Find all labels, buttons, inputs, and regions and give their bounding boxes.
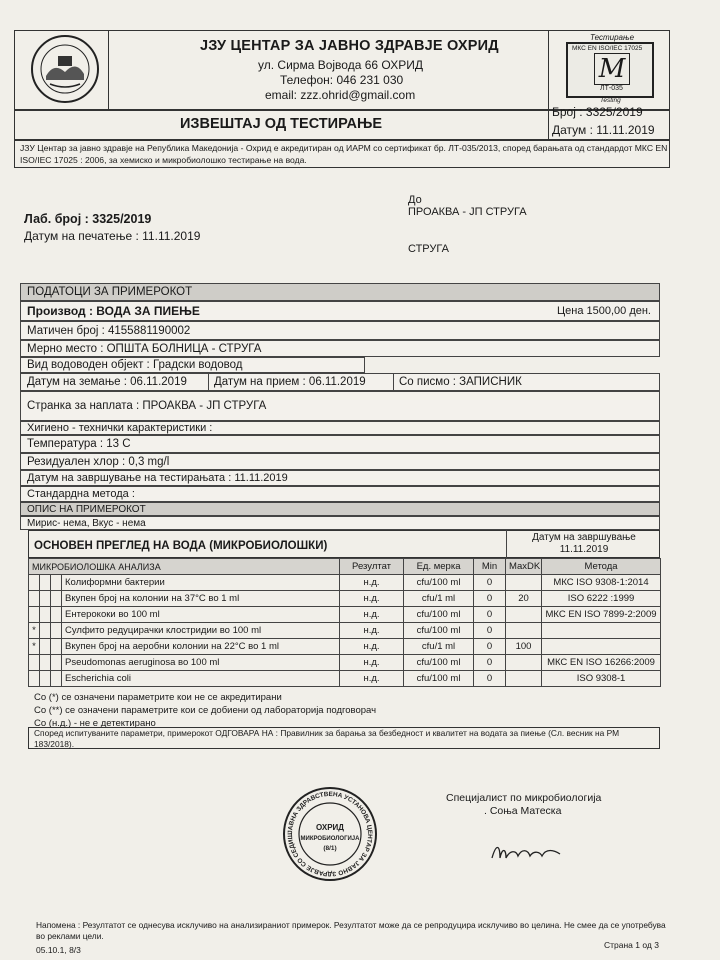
micro-end-date: 11.11.2019 — [559, 544, 609, 555]
col-max: MaxDK — [506, 559, 542, 575]
row-max — [506, 607, 542, 623]
row-min: 0 — [474, 671, 506, 687]
col-unit: Ед. мерка — [404, 559, 474, 575]
table-row — [29, 591, 661, 607]
micro-table — [28, 558, 661, 687]
stamp-city: ОХРИД — [315, 823, 345, 832]
row-max: 100 — [506, 639, 542, 655]
accreditation-mark — [560, 33, 660, 107]
row-result: н.д. — [340, 575, 404, 591]
stamp-code: (8/1) — [323, 845, 337, 852]
row-min: 0 — [474, 655, 506, 671]
row-method: МКС EN ISO 7899-2:2009 — [542, 607, 661, 623]
row-name: Pseudomonas aeruginosa во 100 ml — [62, 655, 340, 671]
micro-table-header — [29, 559, 661, 575]
col-min: Min — [474, 559, 506, 575]
row-name: Ентерококи во 100 ml — [62, 607, 340, 623]
row-mark: * — [29, 623, 40, 639]
recipient-to: До — [408, 194, 422, 206]
row-max: 20 — [506, 591, 542, 607]
row-result: н.д. — [340, 623, 404, 639]
sample-section-header: ПОДАТОЦИ ЗА ПРИМЕРОКОТ — [20, 283, 660, 301]
signature-role: Специјалист по микробиологија — [446, 792, 602, 804]
row-unit: cfu/1 ml — [404, 639, 474, 655]
product-label: Производ : ВОДА ЗА ПИЕЊЕ — [27, 304, 200, 318]
row-min: 0 — [474, 575, 506, 591]
col-analysis: МИКРОБИОЛОШКА АНАЛИЗА — [29, 559, 340, 575]
footer-page: Страна 1 од 3 — [604, 940, 659, 950]
row-unit: cfu/100 ml — [404, 671, 474, 687]
row-method: МКС EN ISO 16266:2009 — [542, 655, 661, 671]
row-method — [542, 639, 661, 655]
row-max — [506, 655, 542, 671]
conclusion-text: Според испитуваните параметри, примерокот ОДГОВАРА НА : Правилник за барања за безбедност и квалитет на водата за пиење (Сл. весник на РМ 183/2018). — [34, 728, 620, 749]
stamp-dept: МИКРОБИОЛОГИЈА — [300, 836, 360, 842]
org-address: ул. Сирма Војвода 66 ОХРИД — [258, 58, 423, 72]
row-min: 0 — [474, 591, 506, 607]
row-result: н.д. — [340, 591, 404, 607]
row-unit: cfu/1 ml — [404, 591, 474, 607]
row-result: н.д. — [340, 639, 404, 655]
sample-description-header: ОПИС НА ПРИМЕРОКОТ — [20, 502, 660, 516]
official-stamp — [282, 786, 378, 882]
row-result: н.д. — [340, 655, 404, 671]
row-mark — [29, 655, 40, 671]
report-title: ИЗВЕШТАЈ ОД ТЕСТИРАЊЕ — [180, 116, 383, 132]
row-max — [506, 575, 542, 591]
row-mark — [29, 575, 40, 591]
row-unit: cfu/100 ml — [404, 655, 474, 671]
row-name: Escherichia coli — [62, 671, 340, 687]
row-result: н.д. — [340, 607, 404, 623]
row-name: Колиформни бактерии — [62, 575, 340, 591]
end-date-row: Датум на завршување на тестирањата : 11.11.2019 — [20, 470, 660, 486]
table-row — [29, 671, 661, 687]
row-name: Вкупен број на аеробни колонии на 22°C во 1 ml — [62, 639, 340, 655]
water-object-text: Вид водоводен објект : Градски водовод — [27, 359, 243, 371]
header-divider-right — [548, 30, 549, 110]
sample-letter: Со писмо : ЗАПИСНИК — [399, 376, 522, 388]
reg-number-row: Матичен број : 4155881190002 — [20, 321, 660, 340]
row-method: МКС ISO 9308-1:2014 — [542, 575, 661, 591]
micro-title: ОСНОВЕН ПРЕГЛЕД НА ВОДА (МИКРОБИОЛОШКИ) — [34, 540, 328, 552]
note-not-accredited: Со (*) се означени параметрите кои не се акредитирани — [34, 692, 282, 703]
org-name: ЈЗУ ЦЕНТАР ЗА ЈАВНО ЗДРАВЈЕ ОХРИД — [200, 38, 499, 54]
print-date: Датум на печатење : 11.11.2019 — [24, 229, 201, 243]
table-row — [29, 623, 661, 639]
footer-code: 05.10.1, 8/3 — [36, 945, 81, 955]
date-taken: Датум на земање : 06.11.2019 — [27, 376, 187, 388]
row-min: 0 — [474, 607, 506, 623]
accreditation-mark-bottom: Testing — [600, 97, 621, 104]
recipient-name: ПРОАКВА - ЈП СТРУГА — [408, 206, 527, 218]
accreditation-mark-std: МКС EN ISO/IEC 17025 — [572, 45, 643, 52]
sampling-place-row: Мерно место : ОПШТА БОЛНИЦА - СТРУГА — [20, 340, 660, 357]
row-mark — [29, 591, 40, 607]
row-max — [506, 671, 542, 687]
row-result: н.д. — [340, 671, 404, 687]
col-method: Метода — [542, 559, 661, 575]
row-unit: cfu/100 ml — [404, 575, 474, 591]
row-name: Вкупен број на колонии на 37°C во 1 ml — [62, 591, 340, 607]
title-divider — [548, 110, 549, 140]
row-min: 0 — [474, 639, 506, 655]
product-row — [20, 301, 660, 321]
table-row — [29, 655, 661, 671]
footer-note: Напомена : Резултатот се однесува исклучиво на анализираниот примерок. Резултатот може да се репродуцира исклучиво во целина. Не смее да се употребува во реклами цели. — [36, 920, 666, 941]
header-divider-left — [108, 30, 109, 110]
recipient-city: СТРУГА — [408, 243, 449, 255]
hygiene-row: Хигиено - технички карактеристики : — [20, 421, 660, 435]
date-received: Датум на прием : 06.11.2019 — [214, 376, 366, 388]
row-mark: * — [29, 639, 40, 655]
sample-description: Мирис- нема, Вкус - нема — [20, 516, 660, 530]
note-subcontractor: Со (**) се означени параметрите кои се добиени од лабораторија подговорач — [34, 705, 377, 716]
row-max — [506, 623, 542, 639]
row-mark — [29, 671, 40, 687]
stamp-ring-text: ЈАВНА ЗДРАВСТВЕНА УСТАНОВА ЦЕНТАР ЗА ЈАВНО ЗДРАВЈЕ СО СЕДИШ — [286, 790, 374, 878]
payer-row: Странка за наплата : ПРОАКВА - ЈП СТРУГА — [20, 391, 660, 421]
table-row — [29, 639, 661, 655]
accreditation-text: ЈЗУ Центар за јавно здравје на Република Македонија - Охрид е акредитиран од ИАРМ со сертификат бр. ЛТ-035/2013, според барањата од стандардот МКС EN ISO/IEC 17025 : 2006, за хемиско и микробиолошко тестирање на вода. — [20, 143, 668, 165]
lab-number: Лаб. број : 3325/2019 — [24, 212, 152, 226]
report-date: Датум : 11.11.2019 — [552, 123, 655, 137]
row-method: ISO 9308-1 — [542, 671, 661, 687]
handwritten-signature — [488, 840, 568, 864]
dates-divider-2 — [393, 374, 394, 390]
row-min: 0 — [474, 623, 506, 639]
org-email: email: zzz.ohrid@gmail.com — [265, 88, 416, 102]
table-row — [29, 607, 661, 623]
standard-method-row: Стандардна метода : — [20, 486, 660, 502]
micro-end-label: Датум на завршување — [532, 532, 636, 543]
chlorine-row: Резидуален хлор : 0,3 mg/l — [20, 453, 660, 470]
row-mark — [29, 607, 40, 623]
water-object-row — [20, 357, 365, 373]
institution-logo — [30, 34, 100, 104]
temperature-row: Температура : 13 C — [20, 435, 660, 453]
signature-name: . Соња Матеска — [484, 805, 562, 817]
dates-row — [20, 373, 660, 391]
row-unit: cfu/100 ml — [404, 623, 474, 639]
row-name: Сулфито редуцирачки клостридии во 100 ml — [62, 623, 340, 639]
row-method: ISO 6222 :1999 — [542, 591, 661, 607]
org-phone: Телефон: 046 231 030 — [280, 73, 404, 87]
accreditation-mark-letter: М — [594, 53, 630, 85]
micro-title-divider — [506, 530, 507, 558]
note-not-detected: Со (н.д.) - не е детектирано — [34, 718, 156, 729]
accreditation-mark-code: ЛТ-035 — [600, 85, 623, 92]
col-result: Резултат — [340, 559, 404, 575]
table-row — [29, 575, 661, 591]
row-unit: cfu/100 ml — [404, 607, 474, 623]
product-price: Цена 1500,00 ден. — [557, 305, 651, 317]
accreditation-mark-top: Тестирање — [590, 33, 635, 42]
row-method — [542, 623, 661, 639]
report-number: Број : 3325/2019 — [552, 105, 643, 119]
dates-divider-1 — [208, 374, 209, 390]
